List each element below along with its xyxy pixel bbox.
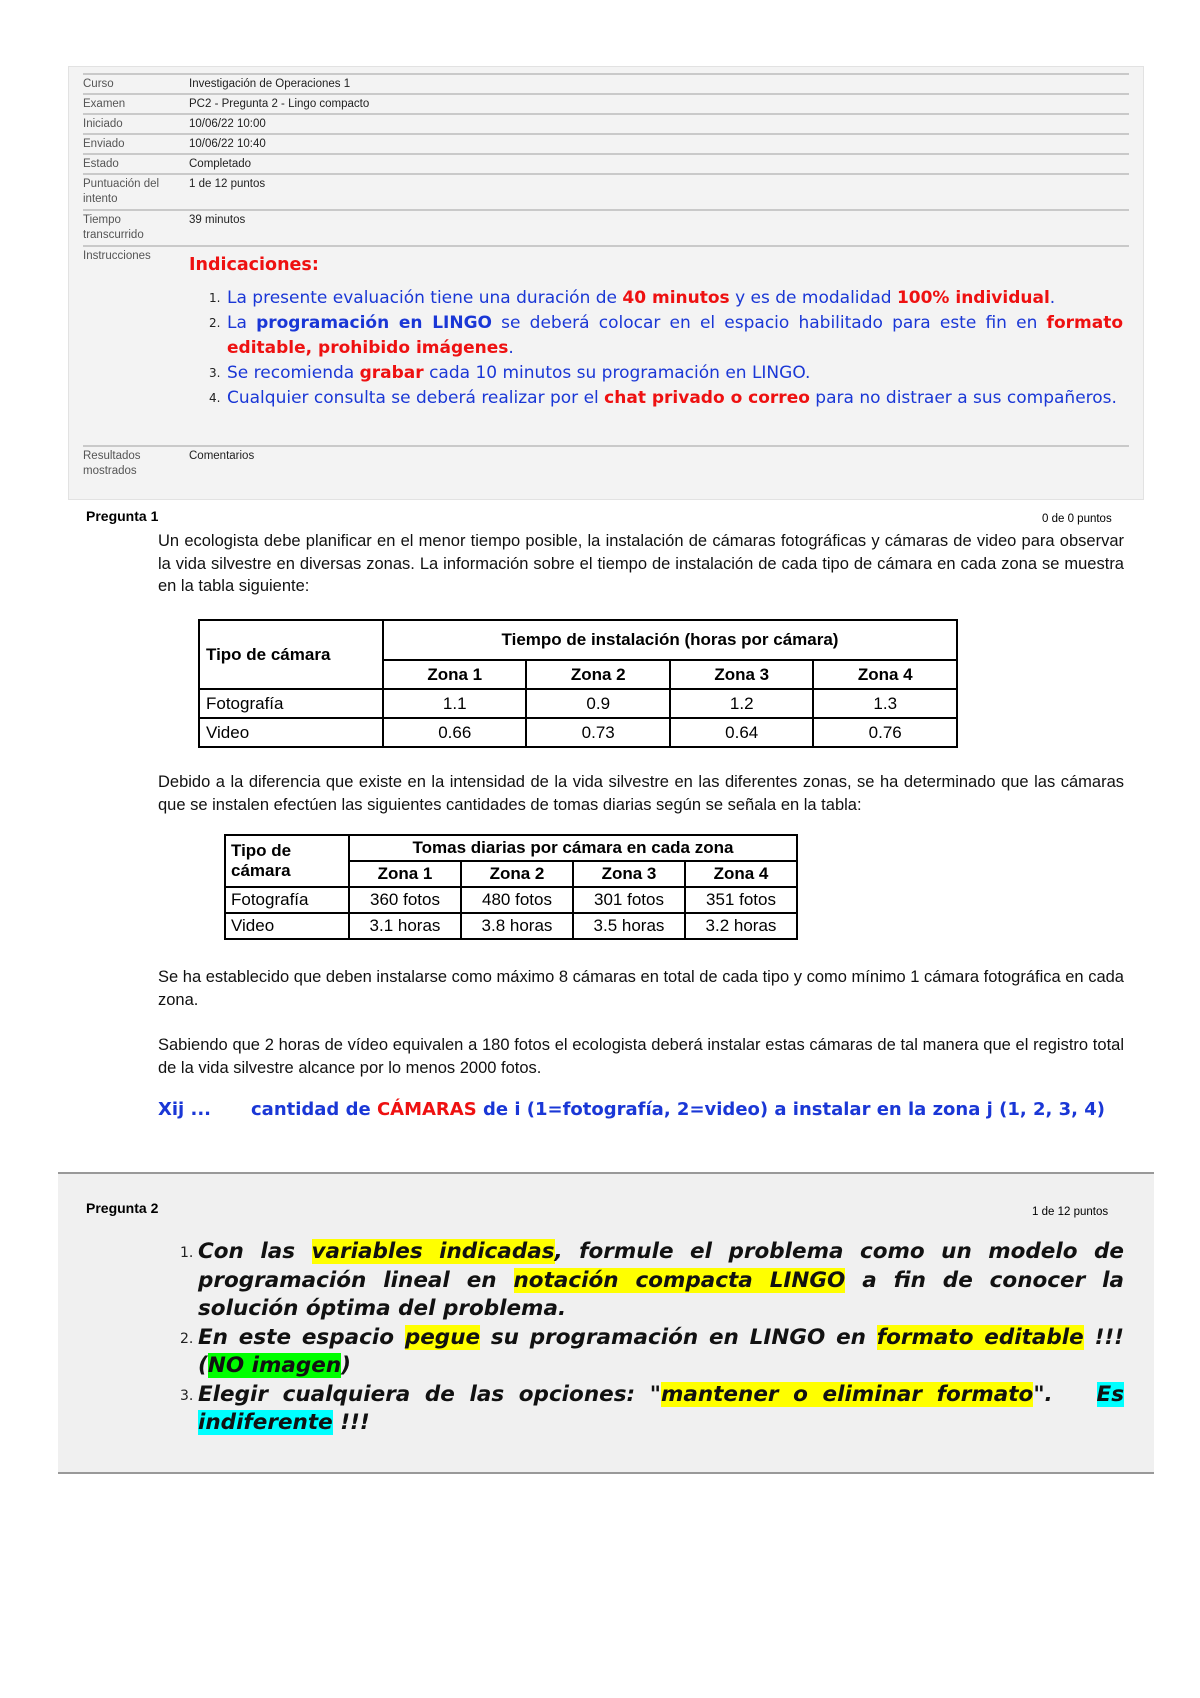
instruction-item: [189, 361, 1123, 386]
text: ".: [1033, 1381, 1097, 1407]
table-header: Zona 4: [685, 861, 797, 887]
text: Se recomienda: [227, 363, 360, 383]
text: ): [341, 1353, 351, 1378]
summary-value: 10/06/22 10:00: [189, 118, 266, 130]
summary-row-results: [83, 445, 1129, 487]
question-2-item: [178, 1381, 1124, 1438]
summary-value: PC2 - Pregunta 2 - Lingo compacto: [189, 98, 370, 110]
text: se deberá colocar en el espacio habilitado para este fin en: [492, 313, 1047, 333]
attempt-summary-panel: [68, 66, 1144, 500]
table-cell: 3.5 horas: [573, 913, 685, 939]
summary-row-status: [83, 153, 1129, 171]
question-1-points: 0 de 0 puntos: [1042, 513, 1112, 525]
text: Con las: [198, 1239, 312, 1264]
list-number: 2.: [209, 316, 221, 330]
highlight: variables indicadas: [311, 1239, 555, 1264]
table-cell: 351 fotos: [685, 887, 797, 913]
text: La presente evaluación tiene una duración de: [227, 288, 623, 308]
table-cell: Video: [199, 718, 383, 747]
emphasis: grabar: [359, 363, 424, 383]
table-row: [225, 887, 797, 913]
table-row: [199, 718, 957, 747]
table-cell: Fotografía: [199, 689, 383, 718]
table-header: Zona 2: [526, 660, 669, 689]
emphasis: formato editable, prohibido imágenes: [227, 313, 1123, 358]
highlight: pegue: [404, 1324, 481, 1350]
list-number: 4.: [209, 391, 221, 405]
text: !!!: [332, 1410, 370, 1435]
table-header: Tiempo de instalación (horas por cámara): [383, 620, 957, 660]
emphasis: chat privado o correo: [604, 388, 810, 408]
table-cell: 0.9: [526, 689, 669, 718]
summary-row-course: [83, 73, 1129, 91]
text: cantidad de: [251, 1099, 377, 1120]
text: y es de modalidad: [729, 288, 897, 308]
list-number: 1.: [209, 291, 221, 305]
question-2-item: [178, 1238, 1124, 1324]
summary-label: Examen: [83, 98, 126, 110]
table-header: Zona 1: [383, 660, 526, 689]
table-header: Tipo de cámara: [199, 620, 383, 689]
question-1-intro: Un ecologista debe planificar en el menor tiempo posible, la instalación de cámaras fotográficas y cámaras de video para observar la vida silvestre en diversas zonas. La información sobre el tiempo de instalación de cada tipo de cámara en cada zona se muestra en la tabla siguiente:: [158, 532, 1124, 595]
emphasis: 40 minutos: [622, 288, 730, 308]
table-cell: Video: [225, 913, 349, 939]
summary-row-submitted: [83, 133, 1129, 151]
text: La: [227, 313, 257, 333]
summary-label: Puntuación del intento: [83, 178, 160, 205]
question-1-paragraph-4: Sabiendo que 2 horas de vídeo equivalen a 180 fotos el ecologista deberá instalar estas cámaras de tal manera que el registro total de la vida silvestre alcance por lo menos 2000 fotos.: [158, 1036, 1124, 1077]
highlight: NO imagen: [207, 1353, 342, 1378]
text: a fin de conocer la solución óptima del problema.: [198, 1267, 1124, 1321]
question-2-item: [178, 1324, 1124, 1381]
text: .: [1049, 288, 1056, 308]
table-cell: 360 fotos: [349, 887, 461, 913]
summary-label: Iniciado: [83, 118, 123, 130]
summary-label: Tiempo transcurrido: [83, 214, 144, 241]
variable-name: Xij ...: [158, 1099, 211, 1120]
table-cell: 1.1: [383, 689, 526, 718]
table-header: Zona 3: [573, 861, 685, 887]
daily-shots-table: [224, 834, 798, 940]
summary-row-exam: [83, 93, 1129, 111]
table-cell: 301 fotos: [573, 887, 685, 913]
instructions-title: Indicaciones:: [189, 255, 319, 275]
emphasis: 100% individual: [896, 288, 1050, 308]
question-2-list: [178, 1238, 1124, 1438]
summary-label: Resultados mostrados: [83, 450, 141, 477]
highlight: mantener o eliminar formato: [660, 1381, 1034, 1407]
table-cell: 0.76: [813, 718, 957, 747]
summary-value: Completado: [189, 158, 252, 170]
table-cell: Fotografía: [225, 887, 349, 913]
text: .: [508, 338, 514, 358]
summary-label: Estado: [83, 158, 119, 170]
summary-value: 1 de 12 puntos: [189, 178, 266, 190]
question-1-paragraph-3: Se ha establecido que deben instalarse como máximo 8 cámaras en total de cada tipo y como mínimo 1 cámara fotográfica en cada zona.: [158, 968, 1124, 1009]
question-2-title: Pregunta 2: [86, 1200, 159, 1216]
table-cell: 3.8 horas: [461, 913, 573, 939]
summary-row-started: [83, 113, 1129, 131]
variable-definition: [158, 1097, 1124, 1122]
summary-label: Instrucciones: [83, 250, 151, 262]
question-2-points: 1 de 12 puntos: [1032, 1206, 1109, 1218]
text: En este espacio: [198, 1324, 405, 1350]
table-header: Zona 1: [349, 861, 461, 887]
table-row: [199, 689, 957, 718]
summary-row-score: [83, 173, 1129, 207]
summary-value: 10/06/22 10:40: [189, 138, 266, 150]
table-cell: 3.1 horas: [349, 913, 461, 939]
highlight: notación compacta LINGO: [513, 1267, 846, 1293]
emphasis: CÁMARAS: [376, 1099, 477, 1120]
summary-value: Investigación de Operaciones 1: [189, 78, 351, 90]
highlight: Es indiferente: [198, 1381, 1125, 1435]
table-header: Tipo de cámara: [225, 835, 349, 887]
highlight: formato editable: [876, 1324, 1084, 1350]
question-1-paragraph-2: Debido a la diferencia que existe en la intensidad de la vida silvestre en las diferentes zonas, se ha determinado que las cámaras que se instalen efectúen las siguientes cantidades de tomas diarias según se señala en la tabla:: [158, 773, 1124, 814]
table-header: Zona 3: [670, 660, 813, 689]
text: de i (1=fotografía, 2=video) a instalar en la zona j (1, 2, 3, 4): [476, 1099, 1105, 1120]
question-1-title: Pregunta 1: [86, 508, 159, 524]
instructions-list: [189, 286, 1123, 411]
text: , formule el problema como un modelo de programación lineal en: [198, 1239, 1124, 1293]
instruction-item: [189, 286, 1123, 311]
summary-row-elapsed: [83, 209, 1129, 243]
table-header: Zona 2: [461, 861, 573, 887]
table-header: Zona 4: [813, 660, 957, 689]
list-number: 3.: [209, 366, 221, 380]
list-number: 1.: [180, 1245, 194, 1261]
text: Elegir cualquiera de las opciones: ": [198, 1381, 661, 1407]
table-cell: 0.66: [383, 718, 526, 747]
table-cell: 480 fotos: [461, 887, 573, 913]
text: !!! (: [198, 1324, 1124, 1378]
text: para no distraer a sus compañeros.: [809, 388, 1117, 408]
summary-label: Enviado: [83, 138, 125, 150]
summary-value: Comentarios: [189, 450, 255, 462]
table-cell: 0.73: [526, 718, 669, 747]
text: su programación en LINGO en: [480, 1324, 877, 1350]
list-number: 2.: [180, 1330, 194, 1347]
installation-time-table: [198, 619, 958, 748]
instruction-item: [189, 386, 1123, 411]
table-cell: 3.2 horas: [685, 913, 797, 939]
table-cell: 1.3: [813, 689, 957, 718]
table-row: [225, 913, 797, 939]
summary-value: 39 minutos: [189, 214, 246, 226]
instruction-item: [189, 311, 1123, 361]
list-number: 3.: [180, 1387, 194, 1404]
table-cell: 1.2: [670, 689, 813, 718]
table-cell: 0.64: [670, 718, 813, 747]
emphasis: programación en LINGO: [256, 313, 492, 333]
summary-label: Curso: [83, 78, 114, 90]
text: cada 10 minutos su programación en LINGO.: [423, 363, 811, 383]
text: Cualquier consulta se deberá realizar por el: [227, 388, 605, 408]
table-header: Tomas diarias por cámara en cada zona: [349, 835, 797, 861]
